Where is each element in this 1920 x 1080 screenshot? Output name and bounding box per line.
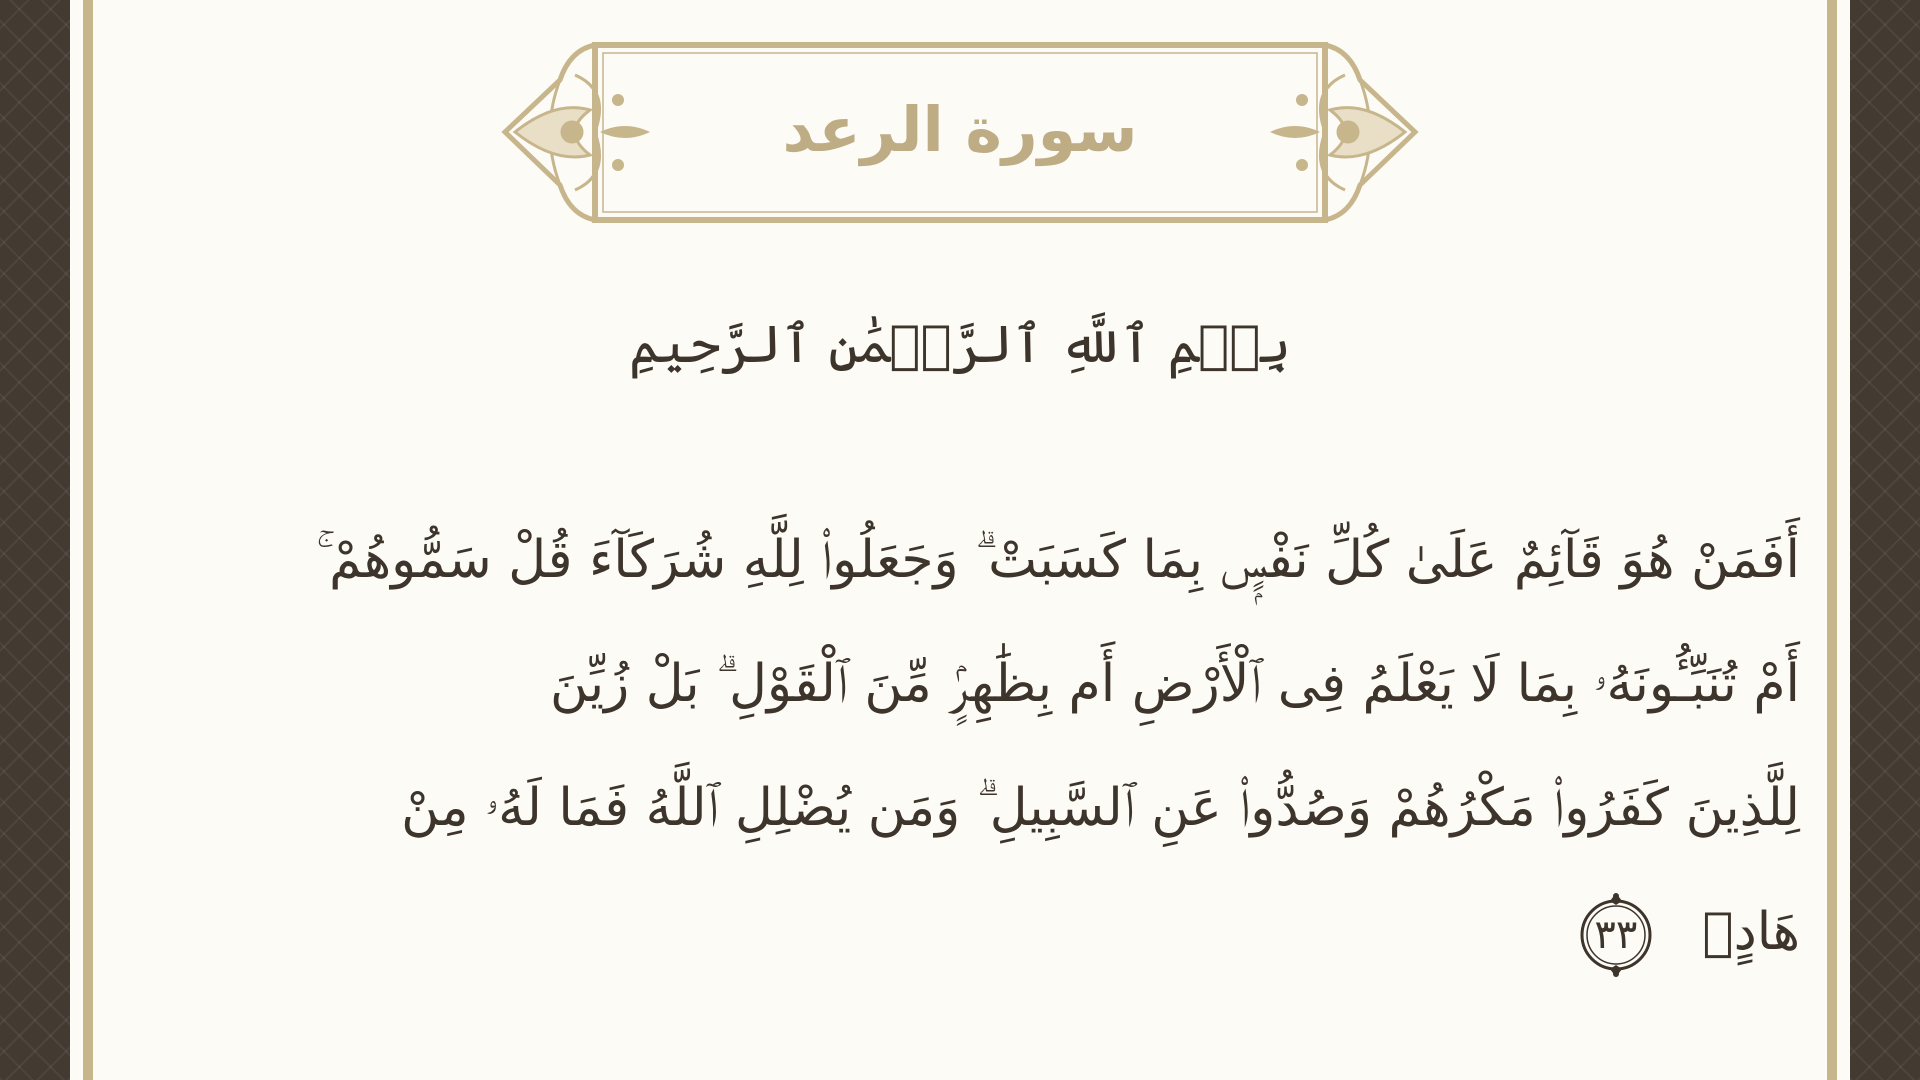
basmala: بِسۡمِ ٱللَّهِ ٱلرَّحۡمَٰنِ ٱلرَّحِيمِ [629, 315, 1291, 375]
verse-last-line [130, 870, 1800, 994]
left-gold-rule [83, 0, 93, 1080]
verse-line: أَمْ تُنَبِّـُٔونَهُۥ بِمَا لَا يَعْلَمُ فِى ٱلْأَرْضِ أَم بِظَٰهِرٍۢ مِّنَ ٱلْقَوْلِ ۗ بَلْ زُيِّنَ [550, 654, 1800, 714]
verse-text [130, 498, 1800, 994]
right-ornamental-border [1850, 0, 1920, 1080]
surah-title: سورة الرعد [782, 93, 1138, 166]
verse-line: أَفَمَنْ هُوَ قَآئِمٌ عَلَىٰ كُلِّ نَفْسٍۭ بِمَا كَسَبَتْ ۗ وَجَعَلُوا۟ لِلَّهِ شُرَكَآءَ قُلْ سَمُّوهُمْ ۚ [316, 530, 1800, 590]
ayah-number: ٣٣ [1594, 912, 1638, 958]
right-gold-rule [1827, 0, 1837, 1080]
ayah-number-marker [1572, 891, 1660, 979]
left-ornamental-border [0, 0, 70, 1080]
surah-title-frame [500, 40, 1420, 225]
verse-line: لِلَّذِينَ كَفَرُوا۟ مَكْرُهُمْ وَصُدُّوا۟ عَنِ ٱلسَّبِيلِ ۗ وَمَن يُضْلِلِ ٱللَّهُ فَمَا لَهُۥ مِنْ [401, 778, 1800, 838]
verse-line: هَادٍۢ [1702, 902, 1800, 962]
